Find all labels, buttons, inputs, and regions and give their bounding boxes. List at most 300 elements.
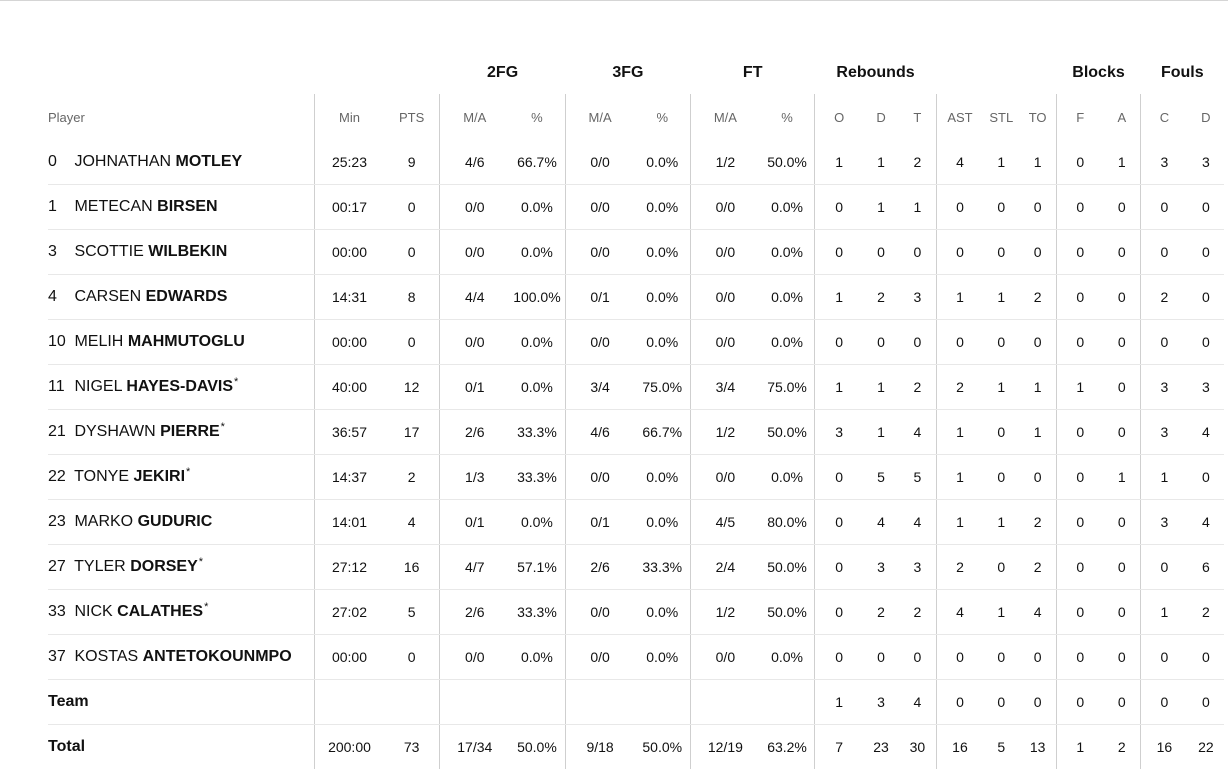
stat-stl: 5 xyxy=(997,739,1006,755)
stat-3fg-ma: 0/1 xyxy=(565,500,634,545)
stat-2fg-ma xyxy=(440,680,509,725)
stat-to: 0 xyxy=(1019,680,1056,725)
col-reb-o: O xyxy=(815,94,863,140)
player-first-name: JOHNATHAN xyxy=(74,153,172,170)
stat-reb-t: 4 xyxy=(899,680,936,725)
stat-2fg-pct: 57.1% xyxy=(509,545,565,590)
stat-reb-d: 1 xyxy=(863,365,899,410)
stat-ft-pct: 0.0% xyxy=(760,455,815,500)
stat-fouls-c: 0 xyxy=(1141,185,1188,230)
team-label: Team xyxy=(48,680,315,725)
stat-reb-o: 1 xyxy=(815,365,863,410)
player-cell xyxy=(48,500,315,545)
stat-reb-o: 0 xyxy=(815,230,863,275)
stat-reb-o: 0 xyxy=(815,590,863,635)
group-3fg: 3FG xyxy=(612,64,644,81)
player-cell xyxy=(48,230,315,275)
stat-2fg-ma: 4/4 xyxy=(440,275,509,320)
player-number: 10 xyxy=(48,333,66,350)
player-cell xyxy=(48,275,315,320)
stat-fouls-d: 3 xyxy=(1188,140,1224,185)
stat-reb-d: 0 xyxy=(863,320,899,365)
player-number: 23 xyxy=(48,513,66,530)
stat-3fg-ma: 0/0 xyxy=(565,455,634,500)
stat-blk-f: 0 xyxy=(1056,590,1103,635)
stat-to: 1 xyxy=(1019,140,1056,185)
stat-3fg-pct: 0.0% xyxy=(634,230,690,275)
stat-2fg-pct: 0.0% xyxy=(509,500,565,545)
player-cell xyxy=(48,140,315,185)
stat-to: 0 xyxy=(1019,230,1056,275)
stat-fouls-d: 4 xyxy=(1188,500,1224,545)
player-cell xyxy=(48,185,315,230)
stat-reb-o: 0 xyxy=(815,545,863,590)
stat-3fg-pct: 0.0% xyxy=(634,275,690,320)
stat-2fg-pct: 0.0% xyxy=(509,365,565,410)
stat-reb-d: 0 xyxy=(863,230,899,275)
stat-reb-o: 7 xyxy=(815,725,863,770)
stat-pts: 4 xyxy=(384,500,440,545)
stat-min: 36:57 xyxy=(315,410,384,455)
stat-3fg-ma: 0/0 xyxy=(565,590,634,635)
top-divider xyxy=(0,0,1228,1)
stat-stl: 0 xyxy=(983,185,1019,230)
stat-3fg-ma: 0/0 xyxy=(565,635,634,680)
player-number: 37 xyxy=(48,648,66,665)
stat-reb-t: 0 xyxy=(899,320,936,365)
stat-fouls-c: 0 xyxy=(1141,320,1188,365)
col-blk-f: F xyxy=(1056,94,1103,140)
stat-stl: 1 xyxy=(983,140,1019,185)
stat-3fg-pct: 0.0% xyxy=(634,635,690,680)
player-cell xyxy=(48,545,315,590)
player-last-name: PIERRE xyxy=(160,423,220,440)
total-label: Total xyxy=(48,738,86,755)
col-reb-d: D xyxy=(876,109,886,125)
starter-mark: * xyxy=(234,376,239,388)
col-player: Player xyxy=(48,109,85,125)
stat-2fg-ma: 4/6 xyxy=(440,140,509,185)
stat-blk-a: 1 xyxy=(1104,455,1141,500)
col-ft-pct: % xyxy=(781,109,793,125)
stat-pts: 16 xyxy=(384,545,440,590)
stat-stl: 0 xyxy=(983,455,1019,500)
stat-ft-pct: 0.0% xyxy=(760,320,815,365)
stat-min: 00:00 xyxy=(315,230,384,275)
player-first-name: TONYE xyxy=(74,468,129,485)
stat-stl: 1 xyxy=(983,275,1019,320)
stat-blk-a: 0 xyxy=(1104,680,1141,725)
stat-pts: 0 xyxy=(384,185,440,230)
stat-blk-a: 0 xyxy=(1104,275,1141,320)
table-row xyxy=(48,230,1224,275)
stat-ft-ma: 1/2 xyxy=(691,410,760,455)
player-first-name: SCOTTIE xyxy=(74,243,144,260)
stat-blk-f: 0 xyxy=(1056,545,1103,590)
stat-ft-ma: 3/4 xyxy=(691,365,760,410)
player-last-name: HAYES-DAVIS xyxy=(126,378,234,395)
group-header-row xyxy=(48,50,1224,94)
group-empty xyxy=(315,50,440,94)
stat-fouls-d: 2 xyxy=(1188,590,1224,635)
stat-ft-ma: 0/0 xyxy=(691,455,760,500)
stat-3fg-ma: 0/1 xyxy=(565,275,634,320)
group-2fg: 2FG xyxy=(487,64,519,81)
group-fouls: Fouls xyxy=(1160,64,1204,81)
stat-pts: 5 xyxy=(384,590,440,635)
player-last-name: BIRSEN xyxy=(157,198,218,215)
stat-3fg-pct: 75.0% xyxy=(634,365,690,410)
total-row xyxy=(48,725,1224,770)
stat-ft-pct: 0.0% xyxy=(760,185,815,230)
stat-2fg-ma: 0/0 xyxy=(440,185,509,230)
stat-reb-d: 3 xyxy=(863,680,899,725)
stat-pts: 2 xyxy=(384,455,440,500)
stat-ft-pct: 0.0% xyxy=(760,635,815,680)
player-number: 4 xyxy=(48,288,57,305)
starter-mark: * xyxy=(186,466,191,478)
table-row xyxy=(48,185,1224,230)
stat-ast: 4 xyxy=(936,590,983,635)
stat-fouls-d: 0 xyxy=(1188,320,1224,365)
stat-fouls-c: 3 xyxy=(1141,140,1188,185)
stat-to: 0 xyxy=(1019,185,1056,230)
stat-ast: 16 xyxy=(936,725,983,770)
stat-blk-f: 0 xyxy=(1056,140,1103,185)
stat-to: 2 xyxy=(1019,500,1056,545)
box-score-table xyxy=(48,50,1224,769)
stat-ft-ma: 1/2 xyxy=(691,590,760,635)
group-blocks: Blocks xyxy=(1072,64,1125,81)
stat-stl: 0 xyxy=(983,635,1019,680)
stat-ast: 1 xyxy=(936,275,983,320)
stat-stl: 1 xyxy=(983,590,1019,635)
stat-blk-a: 0 xyxy=(1104,500,1141,545)
stat-blk-a: 0 xyxy=(1104,185,1141,230)
stat-min: 14:31 xyxy=(315,275,384,320)
stat-2fg-pct: 33.3% xyxy=(509,590,565,635)
player-first-name: NICK xyxy=(74,603,113,620)
col-2fg-ma: M/A xyxy=(440,94,509,140)
stat-2fg-pct: 0.0% xyxy=(509,320,565,365)
col-stl: STL xyxy=(989,109,1014,125)
stat-3fg-pct: 0.0% xyxy=(634,320,690,365)
stat-reb-t: 3 xyxy=(899,275,936,320)
stat-fouls-c: 0 xyxy=(1141,635,1188,680)
player-cell xyxy=(48,455,315,500)
stat-stl: 0 xyxy=(983,230,1019,275)
stat-fouls-d: 22 xyxy=(1198,739,1214,755)
player-first-name: MELIH xyxy=(74,333,124,350)
player-number: 21 xyxy=(48,423,66,440)
player-number: 33 xyxy=(48,603,66,620)
stat-reb-t: 0 xyxy=(899,230,936,275)
stat-reb-t: 2 xyxy=(899,365,936,410)
stat-reb-d: 2 xyxy=(863,275,899,320)
stat-ast: 1 xyxy=(936,455,983,500)
stat-fouls-c: 0 xyxy=(1141,680,1188,725)
player-last-name: GUDURIC xyxy=(137,513,213,530)
stat-pts: 12 xyxy=(384,365,440,410)
stat-3fg-pct: 0.0% xyxy=(634,500,690,545)
stat-2fg-pct: 66.7% xyxy=(509,140,565,185)
stat-reb-t: 5 xyxy=(899,455,936,500)
stat-ast: 0 xyxy=(936,320,983,365)
stat-fouls-d: 0 xyxy=(1188,455,1224,500)
stat-ast: 2 xyxy=(936,365,983,410)
stat-min: 200:00 xyxy=(315,725,384,770)
stat-min: 27:12 xyxy=(315,545,384,590)
stat-reb-d: 1 xyxy=(863,140,899,185)
player-first-name: METECAN xyxy=(74,198,153,215)
table-row xyxy=(48,410,1224,455)
stat-reb-t: 30 xyxy=(909,739,926,755)
stat-3fg-ma: 0/0 xyxy=(565,230,634,275)
player-last-name: WILBEKIN xyxy=(148,243,228,260)
stat-fouls-c: 2 xyxy=(1141,275,1188,320)
stat-ft-pct: 75.0% xyxy=(760,365,815,410)
stat-to: 0 xyxy=(1019,320,1056,365)
stat-fouls-c: 3 xyxy=(1141,410,1188,455)
stat-blk-f: 0 xyxy=(1056,275,1103,320)
stat-3fg-ma xyxy=(565,680,634,725)
starter-mark: * xyxy=(220,421,225,433)
stat-stl: 1 xyxy=(983,365,1019,410)
stat-reb-t: 3 xyxy=(899,545,936,590)
stat-2fg-pct: 0.0% xyxy=(509,185,565,230)
stat-pts: 0 xyxy=(384,230,440,275)
player-number: 22 xyxy=(48,468,66,485)
stat-2fg-ma: 0/0 xyxy=(440,320,509,365)
table-row xyxy=(48,590,1224,635)
stat-fouls-d: 0 xyxy=(1188,680,1224,725)
team-row xyxy=(48,680,1224,725)
stat-fouls-c: 3 xyxy=(1141,500,1188,545)
stat-to: 2 xyxy=(1019,545,1056,590)
table-row xyxy=(48,500,1224,545)
stat-stl: 0 xyxy=(983,545,1019,590)
stat-reb-d: 4 xyxy=(863,500,899,545)
stat-reb-d: 23 xyxy=(873,739,889,755)
stat-to: 1 xyxy=(1019,410,1056,455)
stat-min: 14:37 xyxy=(315,455,384,500)
player-number: 27 xyxy=(48,558,66,575)
stat-ft-ma: 0/0 xyxy=(691,275,760,320)
stat-blk-f: 0 xyxy=(1056,500,1103,545)
stat-ast: 1 xyxy=(936,500,983,545)
box-score xyxy=(48,50,1224,769)
stat-min: 25:23 xyxy=(315,140,384,185)
stat-to: 4 xyxy=(1019,590,1056,635)
col-ft-ma: M/A xyxy=(691,94,760,140)
stat-blk-a: 2 xyxy=(1117,739,1126,755)
stat-reb-o: 1 xyxy=(815,680,863,725)
stat-ast: 0 xyxy=(936,230,983,275)
stat-to: 0 xyxy=(1019,635,1056,680)
stat-2fg-pct: 50.0% xyxy=(517,739,557,755)
stat-3fg-ma: 0/0 xyxy=(565,320,634,365)
stat-fouls-c: 0 xyxy=(1141,230,1188,275)
stat-ast: 2 xyxy=(936,545,983,590)
stat-blk-f: 0 xyxy=(1056,680,1103,725)
stat-reb-t: 0 xyxy=(899,635,936,680)
stat-ft-ma xyxy=(691,680,760,725)
player-cell xyxy=(48,320,315,365)
stat-2fg-pct xyxy=(509,680,565,725)
stat-fouls-d: 3 xyxy=(1188,365,1224,410)
player-first-name: CARSEN xyxy=(74,288,142,305)
stat-min: 14:01 xyxy=(315,500,384,545)
stat-ft-ma: 0/0 xyxy=(691,635,760,680)
stat-pts xyxy=(384,680,440,725)
stat-min: 40:00 xyxy=(315,365,384,410)
stat-blk-a: 1 xyxy=(1104,140,1141,185)
stat-stl: 0 xyxy=(983,680,1019,725)
player-last-name: EDWARDS xyxy=(145,288,228,305)
stat-to: 0 xyxy=(1019,455,1056,500)
stat-ft-ma: 4/5 xyxy=(691,500,760,545)
stat-ast: 0 xyxy=(936,635,983,680)
stat-stl: 0 xyxy=(983,320,1019,365)
col-blk-a: A xyxy=(1117,109,1127,125)
stat-reb-t: 2 xyxy=(899,140,936,185)
stat-2fg-pct: 33.3% xyxy=(509,410,565,455)
col-fouls-c: C xyxy=(1141,94,1188,140)
stat-fouls-d: 0 xyxy=(1188,275,1224,320)
stat-blk-f: 1 xyxy=(1056,725,1103,770)
stat-reb-d: 1 xyxy=(863,410,899,455)
stat-fouls-c: 1 xyxy=(1141,455,1188,500)
stat-fouls-d: 0 xyxy=(1188,635,1224,680)
group-ft: FT xyxy=(742,64,763,81)
stat-blk-f: 0 xyxy=(1056,320,1103,365)
group-empty xyxy=(936,50,1056,94)
group-rebounds: Rebounds xyxy=(836,64,915,81)
player-cell xyxy=(48,590,315,635)
player-last-name: DORSEY xyxy=(130,558,198,575)
stat-3fg-ma: 3/4 xyxy=(565,365,634,410)
group-empty xyxy=(48,50,315,94)
table-body xyxy=(48,140,1224,769)
starter-mark: * xyxy=(198,556,204,568)
table-row xyxy=(48,455,1224,500)
stat-blk-a: 0 xyxy=(1104,545,1141,590)
stat-blk-f: 0 xyxy=(1056,410,1103,455)
col-3fg-ma: M/A xyxy=(565,94,634,140)
stat-fouls-d: 6 xyxy=(1188,545,1224,590)
stat-blk-a: 0 xyxy=(1104,320,1141,365)
stat-3fg-pct: 0.0% xyxy=(634,185,690,230)
stat-fouls-c: 3 xyxy=(1141,365,1188,410)
player-number: 11 xyxy=(48,378,65,395)
stat-2fg-ma: 0/0 xyxy=(440,635,509,680)
stat-to: 2 xyxy=(1019,275,1056,320)
stat-3fg-ma: 9/18 xyxy=(565,725,634,770)
stat-ast: 0 xyxy=(936,680,983,725)
stat-ast: 0 xyxy=(936,185,983,230)
stat-ft-pct: 80.0% xyxy=(760,500,815,545)
stat-ft-pct: 50.0% xyxy=(760,140,815,185)
player-number: 1 xyxy=(48,198,57,215)
col-min: Min xyxy=(315,94,384,140)
stat-2fg-ma: 1/3 xyxy=(440,455,509,500)
stat-fouls-c: 1 xyxy=(1141,590,1188,635)
stat-2fg-ma: 0/0 xyxy=(440,230,509,275)
col-to: TO xyxy=(1028,109,1047,125)
col-reb-t: T xyxy=(913,109,922,125)
stat-stl: 1 xyxy=(983,500,1019,545)
stat-reb-d: 3 xyxy=(863,545,899,590)
stat-pts: 17 xyxy=(384,410,440,455)
stat-3fg-pct: 66.7% xyxy=(634,410,690,455)
stat-2fg-ma: 0/1 xyxy=(440,365,509,410)
stat-ft-pct: 63.2% xyxy=(767,739,807,755)
stat-blk-a: 0 xyxy=(1104,230,1141,275)
stat-reb-t: 1 xyxy=(899,185,936,230)
player-first-name: KOSTAS xyxy=(74,648,139,665)
stat-stl: 0 xyxy=(983,410,1019,455)
stat-3fg-pct: 50.0% xyxy=(642,739,683,755)
table-row xyxy=(48,545,1224,590)
stat-2fg-pct: 33.3% xyxy=(509,455,565,500)
stat-blk-f: 0 xyxy=(1056,635,1103,680)
stat-2fg-ma: 2/6 xyxy=(440,410,509,455)
stat-reb-d: 1 xyxy=(863,185,899,230)
stat-ft-pct: 0.0% xyxy=(760,275,815,320)
stat-2fg-ma: 0/1 xyxy=(440,500,509,545)
stat-3fg-ma: 2/6 xyxy=(565,545,634,590)
stat-ft-pct: 50.0% xyxy=(760,590,815,635)
stat-reb-t: 4 xyxy=(899,410,936,455)
stat-blk-f: 0 xyxy=(1056,185,1103,230)
player-cell xyxy=(48,410,315,455)
player-first-name: MARKO xyxy=(74,513,134,530)
stat-reb-o: 0 xyxy=(815,500,863,545)
stat-reb-t: 4 xyxy=(899,500,936,545)
stat-pts: 0 xyxy=(384,320,440,365)
stat-reb-o: 0 xyxy=(815,185,863,230)
stat-min: 00:00 xyxy=(315,320,384,365)
stat-blk-f: 0 xyxy=(1056,455,1103,500)
stat-blk-f: 1 xyxy=(1056,365,1103,410)
stat-ft-ma: 0/0 xyxy=(691,230,760,275)
stat-to: 1 xyxy=(1019,365,1056,410)
player-number: 3 xyxy=(48,243,57,260)
stat-ft-pct xyxy=(760,680,815,725)
player-first-name: TYLER xyxy=(74,558,126,575)
table-row xyxy=(48,320,1224,365)
stat-ast: 4 xyxy=(936,140,983,185)
stat-min: 00:00 xyxy=(315,635,384,680)
stat-3fg-pct xyxy=(634,680,690,725)
stat-3fg-pct: 0.0% xyxy=(634,455,690,500)
stat-3fg-pct: 0.0% xyxy=(634,590,690,635)
stat-3fg-ma: 4/6 xyxy=(565,410,634,455)
player-last-name: ANTETOKOUNMPO xyxy=(142,648,292,665)
stat-reb-o: 0 xyxy=(815,320,863,365)
stat-ast: 1 xyxy=(936,410,983,455)
starter-mark: * xyxy=(204,601,209,613)
stat-min: 27:02 xyxy=(315,590,384,635)
stat-fouls-d: 0 xyxy=(1188,230,1224,275)
col-fouls-d: D xyxy=(1201,109,1211,125)
player-first-name: DYSHAWN xyxy=(74,423,156,440)
stat-ft-pct: 50.0% xyxy=(760,545,815,590)
stat-ft-ma: 0/0 xyxy=(691,320,760,365)
stat-reb-o: 3 xyxy=(815,410,863,455)
stat-2fg-pct: 0.0% xyxy=(509,635,565,680)
stat-blk-f: 0 xyxy=(1056,230,1103,275)
